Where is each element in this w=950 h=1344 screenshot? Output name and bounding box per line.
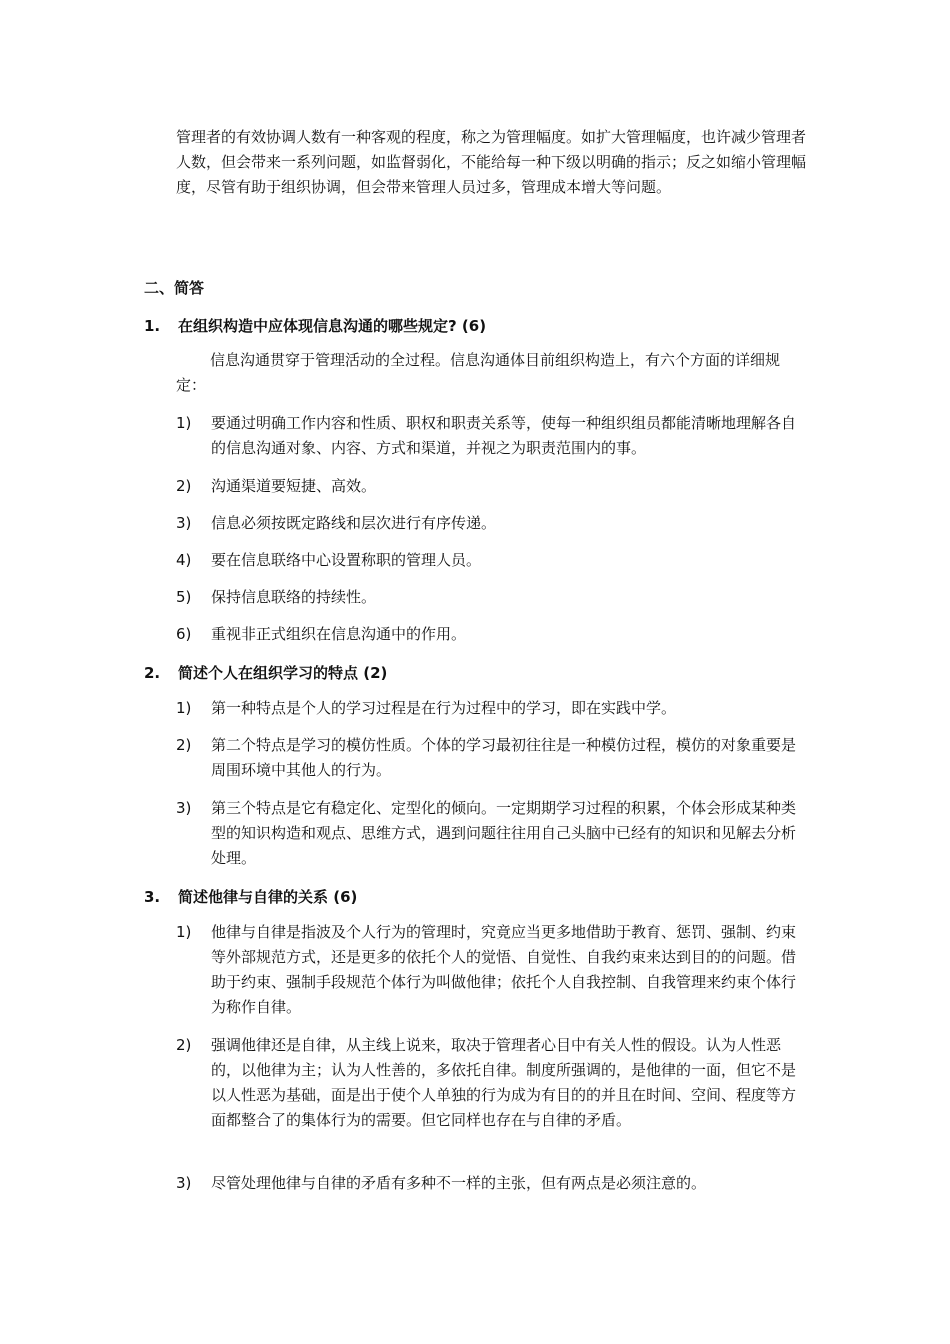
list-item-number: 2) xyxy=(176,1036,192,1054)
list-item-text: 尽管处理他律与自律的矛盾有多种不一样的主张，但有两点是必须注意的。 xyxy=(211,1174,707,1192)
list-item-text: 强调他律还是自律，从主线上说来，取决于管理者心目中有关人性的假设。认为人性恶的，以他律为主；认为人性善的，多依托自律。制度所强调的，是他律的一面，但它不是以人性恶为基础，面是出于使个人单独的行为成为有目的的并且在时间、空间、程度等方面都整合了的集体行为的需要。但它同样也存在与自律的矛盾。 xyxy=(211,1036,797,1129)
list-item-number: 1) xyxy=(176,923,192,941)
list-item-number: 5) xyxy=(176,588,192,606)
list-item xyxy=(176,474,808,499)
list-item xyxy=(176,511,808,536)
question-heading xyxy=(144,886,357,907)
question-title: 简述他律与自律的关系 (6) xyxy=(178,888,358,906)
list-item xyxy=(176,733,808,783)
list-item-text: 重视非正式组织在信息沟通中的作用。 xyxy=(211,625,467,643)
list-item-text: 第二个特点是学习的模仿性质。个体的学习最初往往是一种模仿过程，模仿的对象重要是周围环境中其他人的行为。 xyxy=(211,736,797,779)
question-heading xyxy=(144,662,387,683)
list-item-number: 3) xyxy=(176,1174,192,1192)
question-number: 3. xyxy=(144,888,161,906)
list-item xyxy=(176,1171,808,1196)
section-heading: 二、简答 xyxy=(144,279,205,297)
list-item xyxy=(176,548,808,573)
list-item-number: 1) xyxy=(176,414,192,432)
list-item-number: 3) xyxy=(176,514,192,532)
intro-paragraph: 管理者的有效协调人数有一种客观的程度，称之为管理幅度。如扩大管理幅度，也许减少管理者人数，但会带来一系列问题，如监督弱化，不能给每一种下级以明确的指示；反之如缩小管理幅度，尽管有助于组织协调，但会带来管理人员过多，管理成本增大等问题。 xyxy=(176,128,807,196)
question-title: 在组织构造中应体现信息沟通的哪些规定? (6) xyxy=(178,317,487,335)
list-item-number: 6) xyxy=(176,625,192,643)
list-item-text: 信息必须按既定路线和层次进行有序传递。 xyxy=(211,514,497,532)
list-item-text: 第一种特点是个人的学习过程是在行为过程中的学习，即在实践中学。 xyxy=(211,699,677,717)
question-title: 简述个人在组织学习的特点 (2) xyxy=(178,664,388,682)
question-number: 1. xyxy=(144,317,161,335)
list-item-text: 保持信息联络的持续性。 xyxy=(211,588,377,606)
list-item-number: 3) xyxy=(176,799,192,817)
question-heading xyxy=(144,315,486,336)
list-item-text: 第三个特点是它有稳定化、定型化的倾向。一定期期学习过程的积累，个体会形成某种类型的知识构造和观点、思维方式，遇到问题往往用自己头脑中已经有的知识和见解去分析处理。 xyxy=(211,799,797,867)
list-item xyxy=(176,920,808,1020)
list-item xyxy=(176,696,808,721)
question-number: 2. xyxy=(144,664,161,682)
question-lead: 信息沟通贯穿于管理活动的全过程。信息沟通体目前组织构造上，有六个方面的详细规定： xyxy=(176,351,781,394)
list-item xyxy=(176,585,808,610)
list-item-number: 2) xyxy=(176,736,192,754)
list-item-number: 1) xyxy=(176,699,192,717)
list-item xyxy=(176,622,808,647)
list-item xyxy=(176,1033,808,1133)
list-item-text: 沟通渠道要短捷、高效。 xyxy=(211,477,377,495)
list-item-number: 4) xyxy=(176,551,192,569)
list-item-text: 要在信息联络中心设置称职的管理人员。 xyxy=(211,551,482,569)
list-item-text: 他律与自律是指波及个人行为的管理时，究竟应当更多地借助于教育、惩罚、强制、约束等外部规范方式，还是更多的依托个人的觉悟、自觉性、自我约束来达到目的的问题。借助于约束、强制手段规范个体行为叫做他律；依托个人自我控制、自我管理来约束个体行为称作自律。 xyxy=(211,923,797,1016)
list-item-number: 2) xyxy=(176,477,192,495)
list-item xyxy=(176,411,808,461)
list-item xyxy=(176,796,808,871)
list-item-text: 要通过明确工作内容和性质、职权和职责关系等，使每一种组织组员都能清晰地理解各自的信息沟通对象、内容、方式和渠道，并视之为职责范围内的事。 xyxy=(211,414,797,457)
